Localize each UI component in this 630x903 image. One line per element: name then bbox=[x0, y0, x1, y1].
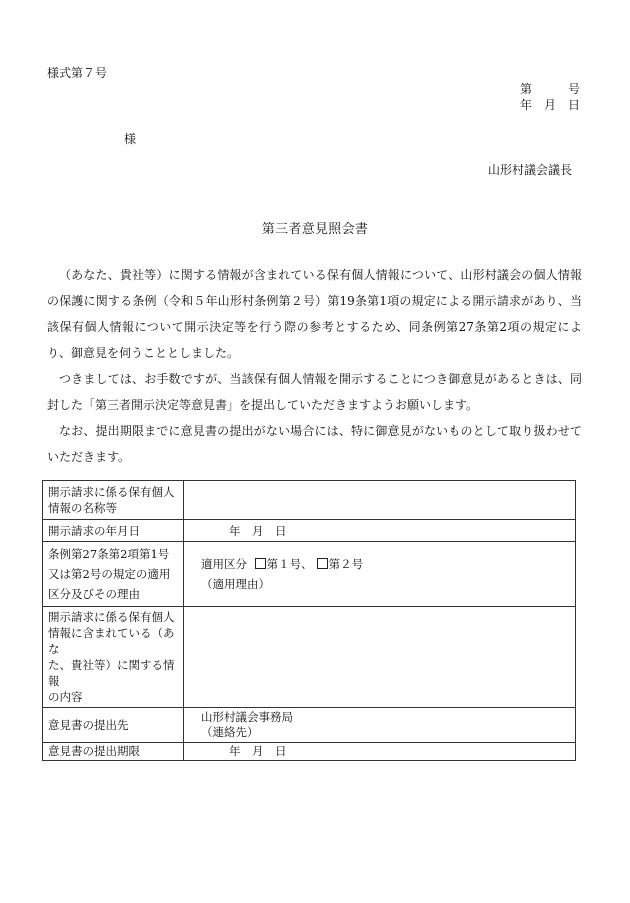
table-row bbox=[43, 542, 576, 607]
row-value-info-content[interactable] bbox=[184, 607, 576, 708]
label-line: 開示請求に係る保有個人 bbox=[48, 610, 175, 624]
row-value-request-date[interactable] bbox=[184, 520, 576, 542]
option-clause-2: 第２号 bbox=[328, 557, 364, 571]
checkbox-clause-1[interactable] bbox=[255, 558, 266, 569]
category-prefix: 適用区分 bbox=[201, 557, 247, 571]
label-line: た、貴社等）に関する情報 bbox=[48, 658, 175, 688]
row-value-submission-deadline[interactable] bbox=[184, 743, 576, 761]
row-value-document-name[interactable] bbox=[184, 481, 576, 520]
sender: 山形村議会議長 bbox=[487, 163, 572, 177]
label-line: 開示請求に係る保有個人 bbox=[48, 485, 175, 499]
destination-office: 山形村議会事務局 bbox=[201, 710, 293, 724]
label-line: 情報に含まれている（あな bbox=[48, 626, 175, 656]
document-title: 第三者意見照会書 bbox=[261, 222, 369, 237]
body-paragraph-2: つきましては、お手数ですが、当該保有個人情報を開示することにつき御意見があるときは、同封した「第三者開示決定等意見書」を提出していただきますようお願いします。 bbox=[47, 372, 582, 412]
table-row bbox=[43, 481, 576, 520]
checkbox-clause-2[interactable] bbox=[317, 558, 328, 569]
row-value-submission-destination bbox=[184, 708, 576, 743]
row-label-info-content bbox=[43, 607, 184, 708]
deadline-value: 年 月 日 bbox=[229, 744, 287, 758]
request-date-value: 年 月 日 bbox=[229, 523, 287, 538]
label-line: 意見書の提出先 bbox=[48, 717, 129, 732]
label-line: 又は第2号の規定の適用 bbox=[48, 567, 171, 581]
addressee: 様 bbox=[124, 132, 137, 146]
row-label-submission-destination bbox=[43, 708, 184, 743]
document-date: 年 月 日 bbox=[519, 98, 580, 112]
label-line: 条例第27条第2項第1号 bbox=[48, 547, 170, 561]
table-row bbox=[43, 708, 576, 743]
row-value-applicable-clause bbox=[184, 542, 576, 607]
form-number: 様式第７号 bbox=[47, 66, 108, 80]
table-row bbox=[43, 743, 576, 761]
label-line: 情報の名称等 bbox=[48, 501, 117, 515]
row-label-document-name bbox=[43, 481, 184, 520]
destination-contact: （連絡先） bbox=[201, 725, 259, 739]
document-number: 第 号 bbox=[519, 82, 580, 96]
table-row bbox=[43, 520, 576, 542]
row-label-request-date bbox=[43, 520, 184, 542]
row-label-submission-deadline bbox=[43, 743, 184, 761]
label-line: 開示請求の年月日 bbox=[48, 523, 140, 538]
label-line: の内容 bbox=[48, 690, 83, 704]
applicable-category bbox=[189, 554, 363, 574]
body-paragraph-3: なお、提出期限までに意見書の提出がない場合には、特に御意見がないものとして取り扱わせていただきます。 bbox=[47, 424, 582, 464]
applicable-reason[interactable]: （適用理由） bbox=[201, 577, 270, 591]
table-row bbox=[43, 607, 576, 708]
body-paragraph-1: （あなた、貴社等）に関する情報が含まれている保有個人情報について、山形村議会の個人情報の保護に関する条例（令和５年山形村条例第２号）第19条第1項の規定による開示請求があり、当該保有個人情報について開示決定等を行う際の参考とするため、同条例第27条第2項の規定により、御意見を伺うこととしました。 bbox=[47, 268, 582, 360]
label-line: 意見書の提出期限 bbox=[48, 744, 140, 758]
row-label-applicable-clause bbox=[43, 542, 184, 607]
label-line: 区分及びその理由 bbox=[48, 587, 140, 601]
option-clause-1: 第１号、 bbox=[266, 557, 313, 571]
information-table bbox=[42, 480, 576, 761]
